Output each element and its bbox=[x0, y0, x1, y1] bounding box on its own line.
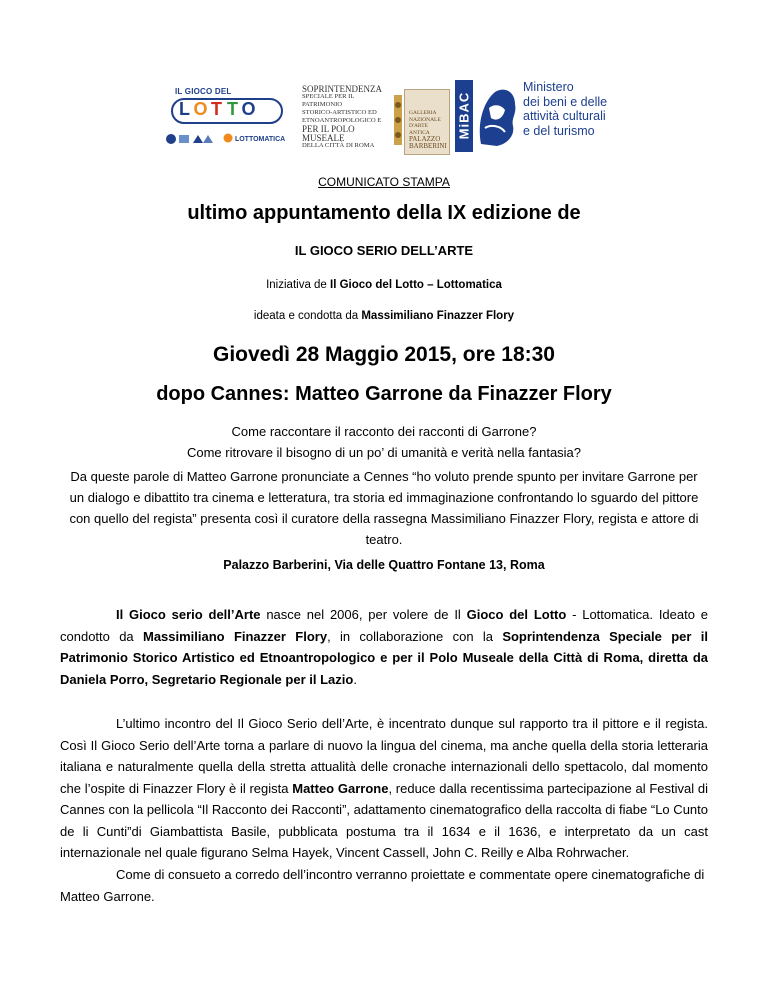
gioco-title: IL GIOCO SERIO DELL’ARTE bbox=[294, 243, 474, 258]
p3-text: Come di consueto a corredo dell’incontro verranno proiettate e commentate opere cinematografiche di Matteo Garrone. bbox=[60, 867, 705, 904]
palazzo-line: GALLERIA NAZIONALE bbox=[409, 110, 441, 123]
paragraph-incontro bbox=[60, 713, 708, 864]
question-2: Come ritrovare il bisogno di un po’ di umanità e verità nella fantasia? bbox=[186, 445, 582, 460]
palazzo-barberini-badge bbox=[404, 89, 450, 155]
p1-h: . bbox=[353, 671, 357, 687]
ministero-line: e del turismo bbox=[523, 123, 595, 138]
mibac-bar bbox=[455, 80, 473, 152]
ideata-line bbox=[60, 310, 708, 322]
sopr-line: PER IL POLO MUSEALE bbox=[302, 124, 355, 143]
lottomatica-brand bbox=[223, 133, 285, 143]
ministero-text bbox=[523, 80, 607, 138]
sopr-line: ETNOANTROPOLOGICO E bbox=[302, 117, 382, 125]
iniziativa-prefix: Iniziativa de bbox=[266, 279, 331, 291]
p1-c: Gioco del Lotto bbox=[466, 607, 567, 622]
p2-a: L’ultimo incontro del Il Gioco Serio dell’Arte, è incentrato dunque sul rapporto tra il pittore e il regista. Così Il Gioco Serio dell’Arte torna a parlare di nuovo la lingua del cinema, ma anche quella della storia letteraria italiana e naturalmente quella della stretta attualità delle cronache internazionali dello spettacolo, dal momento che l’ospite di Finazzer Flory è il regista bbox=[60, 716, 708, 796]
p1-a: Il Gioco serio dell’Arte bbox=[116, 607, 261, 622]
lotto-letter: L bbox=[179, 99, 191, 119]
p1-b: nasce nel 2006, per volere de Il bbox=[260, 607, 467, 622]
lotto-small-marks-icon bbox=[165, 132, 213, 146]
palazzo-line: PALAZZO bbox=[409, 135, 441, 143]
iniziativa-bold: Il Gioco del Lotto – Lottomatica bbox=[330, 279, 502, 291]
comunicato-label: COMUNICATO STAMPA bbox=[318, 175, 450, 189]
lotto-letter: O bbox=[241, 99, 257, 119]
iniziativa-line bbox=[60, 279, 708, 291]
lotto-letter: T bbox=[211, 99, 223, 119]
event-place: Palazzo Barberini, Via delle Quattro Fontane 13, Roma bbox=[223, 558, 545, 572]
lottomatica-text: LOTTOMATICA bbox=[234, 136, 286, 143]
sopr-emblem-icon bbox=[392, 95, 404, 145]
p1-e: Massimiliano Finazzer Flory bbox=[142, 628, 328, 644]
soprintendenza-logo bbox=[302, 85, 452, 160]
p2-c: , reduce dalla recentissima partecipazione al Festival di Cannes con la pellicola “Il Racconto dei Racconti”, adattamento cinematografico della raccolta di fiabe “Lo Cunto de li Cunti”di Giambattista Basile, pubblicata postuma tra il 1634 e il 1636, e interpretato da un cast internazionale nel quale figurano Selma Hayek, Vincent Cassell, John C. Reilly e Alba Rohrwacher. bbox=[60, 780, 708, 860]
paragraph-consueto bbox=[60, 864, 708, 907]
lottomatica-dot-icon bbox=[223, 133, 233, 143]
p1-d: - Lottomatica. Ideato e condotto da bbox=[60, 607, 708, 644]
palazzo-line: BARBERINI bbox=[409, 141, 447, 150]
lotto-letters bbox=[177, 99, 257, 120]
lotto-logo bbox=[155, 85, 295, 155]
p1-f: , in collaborazione con la bbox=[327, 628, 503, 644]
ministero-line: Ministero bbox=[523, 80, 574, 94]
p2-b: Matteo Garrone bbox=[292, 780, 389, 796]
lotto-letter: T bbox=[227, 99, 239, 119]
lotto-top-text: IL GIOCO DEL bbox=[175, 87, 232, 96]
event-date: Giovedì 28 Maggio 2015, ore 18:30 bbox=[213, 343, 555, 366]
ideata-bold: Massimiliano Finazzer Flory bbox=[361, 310, 515, 322]
ministero-line: attività culturali bbox=[523, 109, 606, 123]
p1-g: Soprintendenza Speciale per il Patrimonio Storico Artistico ed Etnoantropologico e per il Polo Museale della Città di Roma, diretta da Daniela Porro, Segretario Regionale per il Lazio bbox=[60, 628, 708, 687]
ideata-prefix: ideata e condotta da bbox=[253, 310, 362, 322]
ministero-logo bbox=[455, 80, 625, 152]
statue-head-icon bbox=[475, 84, 519, 148]
sopr-line: DELLA CITTÀ DI ROMA bbox=[302, 141, 375, 149]
cannes-title: dopo Cannes: Matteo Garrone da Finazzer Flory bbox=[156, 383, 612, 405]
palazzo-text bbox=[409, 110, 449, 149]
ministero-line: dei beni e delle bbox=[523, 94, 608, 109]
paragraph-history bbox=[60, 604, 708, 690]
sopr-line: STORICO-ARTISTICO ED bbox=[302, 109, 377, 117]
soprintendenza-text bbox=[302, 85, 392, 150]
sopr-line: SOPRINTENDENZA bbox=[302, 84, 382, 94]
sopr-line: SPECIALE PER IL PATRIMONIO bbox=[302, 93, 355, 109]
mibac-text: MiBAC bbox=[456, 91, 472, 140]
lotto-letter: O bbox=[193, 99, 209, 119]
question-1: Come raccontare il racconto dei racconti di Garrone? bbox=[231, 424, 537, 439]
description: Da queste parole di Matteo Garrone pronunciate a Cennes “ho voluto prende spunto per invitare Garrone per un dialogo e dibattito tra cinema e letteratura, tra storia ed immaginazione confrontando lo sguardo del pittore con quello del regista” presenta così il curatore della rassegna Massimiliano Finazzer Flory, regista e attore di teatro. bbox=[69, 469, 699, 547]
headline: ultimo appuntamento della IX edizione de bbox=[187, 202, 581, 224]
palazzo-line: D'ARTE ANTICA bbox=[409, 123, 430, 136]
